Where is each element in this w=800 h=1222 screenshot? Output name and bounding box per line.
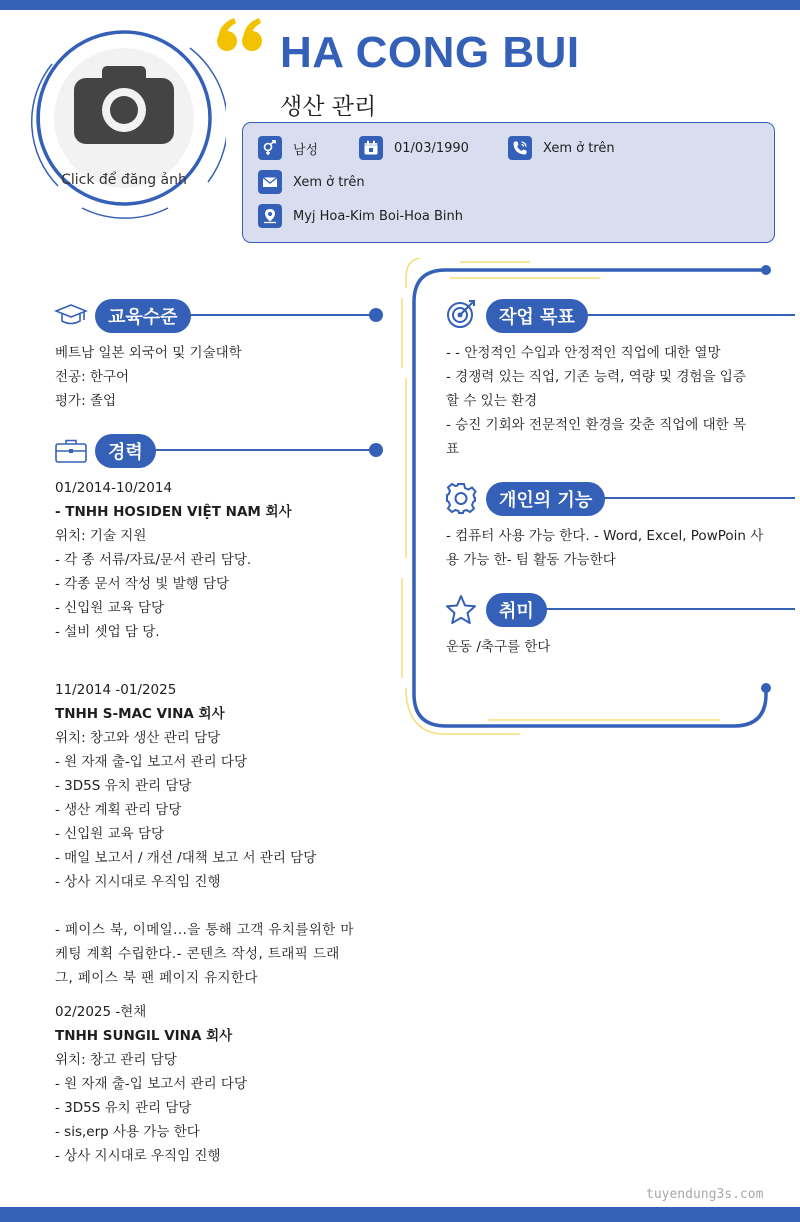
job-entry bbox=[55, 1000, 385, 1168]
job-line: 위치: 기술 지원 bbox=[55, 528, 147, 544]
star-icon bbox=[445, 594, 477, 626]
job-period: 01/2014-10/2014 bbox=[55, 480, 173, 496]
target-icon bbox=[445, 298, 477, 330]
job-line: 위치: 창고와 생산 관리 담당 bbox=[55, 730, 221, 746]
contact-email bbox=[258, 170, 365, 194]
contact-address bbox=[258, 204, 463, 228]
email-value: Xem ở trên bbox=[293, 174, 365, 190]
objective-title: 작업 목표 bbox=[486, 299, 588, 333]
job-line: 위치: 창고 관리 담당 bbox=[55, 1052, 177, 1068]
hobbies-line: 운동 /축구를 한다 bbox=[446, 639, 551, 655]
birthdate-value: 01/03/1990 bbox=[394, 140, 469, 156]
job-line: - 신입원 교육 담당 bbox=[55, 600, 165, 616]
skills-header bbox=[486, 482, 605, 516]
objective-header bbox=[486, 299, 588, 333]
contact-birthdate bbox=[359, 136, 469, 160]
job-line: - 매일 보고서 / 개선 /대책 보고 서 관리 담당 bbox=[55, 850, 317, 866]
hobbies-title: 취미 bbox=[486, 593, 547, 627]
job-line: - 각 종 서류/자료/문서 관리 담당. bbox=[55, 552, 252, 568]
job-company: TNHH SUNGIL VINA 회사 bbox=[55, 1028, 233, 1044]
objective-line: - - 안정적인 수입과 안정적인 직업에 대한 열망 bbox=[446, 345, 721, 361]
skills-divider bbox=[600, 497, 795, 499]
contact-gender bbox=[258, 136, 318, 160]
phone-value: Xem ở trên bbox=[543, 140, 615, 156]
hobbies-header bbox=[486, 593, 547, 627]
job-extra-line: 그, 페이스 북 팬 페이지 유지한다 bbox=[55, 970, 258, 986]
objective-line: - 경쟁력 있는 직업, 기존 능력, 역량 및 경험을 입증 bbox=[446, 369, 746, 385]
job-entry bbox=[55, 476, 385, 644]
graduation-cap-icon bbox=[54, 303, 88, 329]
experience-divider-dot bbox=[369, 443, 383, 457]
location-pin-icon bbox=[258, 204, 282, 228]
contact-box bbox=[242, 122, 775, 243]
job-period: 02/2025 -현채 bbox=[55, 1004, 147, 1020]
job-company: - TNHH HOSIDEN VIỆT NAM 회사 bbox=[55, 504, 292, 520]
objective-line: 할 수 있는 환경 bbox=[446, 393, 538, 409]
objective-content bbox=[446, 341, 776, 461]
experience-divider bbox=[150, 449, 376, 451]
job-line: - 원 자재 출-입 보고서 관리 다당 bbox=[55, 1076, 247, 1092]
job-extra bbox=[55, 918, 385, 990]
job-line: - 생산 계획 관리 담당 bbox=[55, 802, 182, 818]
experience-title: 경력 bbox=[95, 434, 156, 468]
job-line: - 3D5S 유치 관리 담당 bbox=[55, 778, 192, 794]
job-line: - 상사 지시대로 우직임 진행 bbox=[55, 1148, 221, 1164]
job-line: - 3D5S 유치 관리 담당 bbox=[55, 1100, 192, 1116]
camera-icon bbox=[74, 64, 174, 144]
contact-phone bbox=[508, 136, 615, 160]
education-title: 교육수준 bbox=[95, 299, 191, 333]
bottom-accent-bar bbox=[0, 1207, 800, 1222]
job-line: - 각종 문서 작성 빛 발행 담당 bbox=[55, 576, 230, 592]
job-extra-line: 케팅 계획 수립한다.- 콘텐츠 작성, 트래픽 드래 bbox=[55, 946, 340, 962]
skills-line: 용 가능 한- 팀 활동 가능한다 bbox=[446, 552, 616, 568]
objective-divider bbox=[585, 314, 795, 316]
phone-icon bbox=[508, 136, 532, 160]
gender-value: 남성 bbox=[293, 142, 319, 158]
job-entry bbox=[55, 678, 385, 894]
education-school: 베트남 일본 외국어 및 기술대학 bbox=[55, 345, 242, 361]
hobbies-content bbox=[446, 635, 776, 659]
site-watermark: tuyendung3s.com bbox=[646, 1187, 764, 1202]
education-content bbox=[55, 341, 385, 413]
avatar-placeholder[interactable] bbox=[54, 48, 194, 188]
job-extra-line: - 페이스 북, 이메일...을 통해 고객 유치를위한 마 bbox=[55, 922, 354, 938]
experience-header bbox=[95, 434, 156, 468]
job-company: TNHH S-MAC VINA 회사 bbox=[55, 706, 225, 722]
avatar-upload-text: Click để đăng ảnh bbox=[61, 172, 187, 188]
skills-line: - 컴퓨터 사용 가능 한다. - Word, Excel, PowPoin 사 bbox=[446, 528, 764, 544]
job-period: 11/2014 -01/2025 bbox=[55, 682, 177, 698]
objective-line: 표 bbox=[446, 441, 460, 457]
skills-content bbox=[446, 524, 776, 572]
candidate-role: 생산 관리 bbox=[280, 94, 377, 120]
objective-line: - 승진 기회와 전문적인 환경을 갖춘 직업에 대한 목 bbox=[446, 417, 747, 433]
calendar-icon bbox=[359, 136, 383, 160]
job-line: - 설비 셋업 담 당. bbox=[55, 624, 160, 640]
education-divider bbox=[190, 314, 376, 316]
education-grade: 평가: 졸업 bbox=[55, 393, 117, 409]
job-line: - 상사 지시대로 우직임 진행 bbox=[55, 874, 221, 890]
mail-icon bbox=[258, 170, 282, 194]
gear-icon bbox=[445, 482, 477, 514]
skills-title: 개인의 기능 bbox=[486, 482, 605, 516]
address-value: Myj Hoa-Kim Boi-Hoa Binh bbox=[293, 208, 463, 224]
quote-icon bbox=[214, 8, 266, 60]
candidate-name: HA CONG BUI bbox=[280, 28, 580, 77]
job-line: - 신입원 교육 담당 bbox=[55, 826, 165, 842]
job-line: - 원 자재 출-입 보고서 관리 다당 bbox=[55, 754, 247, 770]
gender-icon bbox=[258, 136, 282, 160]
education-major: 전공: 한구어 bbox=[55, 369, 130, 385]
education-header bbox=[95, 299, 191, 333]
briefcase-icon bbox=[54, 438, 88, 464]
education-divider-dot bbox=[369, 308, 383, 322]
top-accent-bar bbox=[0, 0, 800, 10]
avatar[interactable] bbox=[22, 18, 226, 222]
job-line: - sis,erp 사용 가능 한다 bbox=[55, 1124, 200, 1140]
hobbies-divider bbox=[540, 608, 795, 610]
